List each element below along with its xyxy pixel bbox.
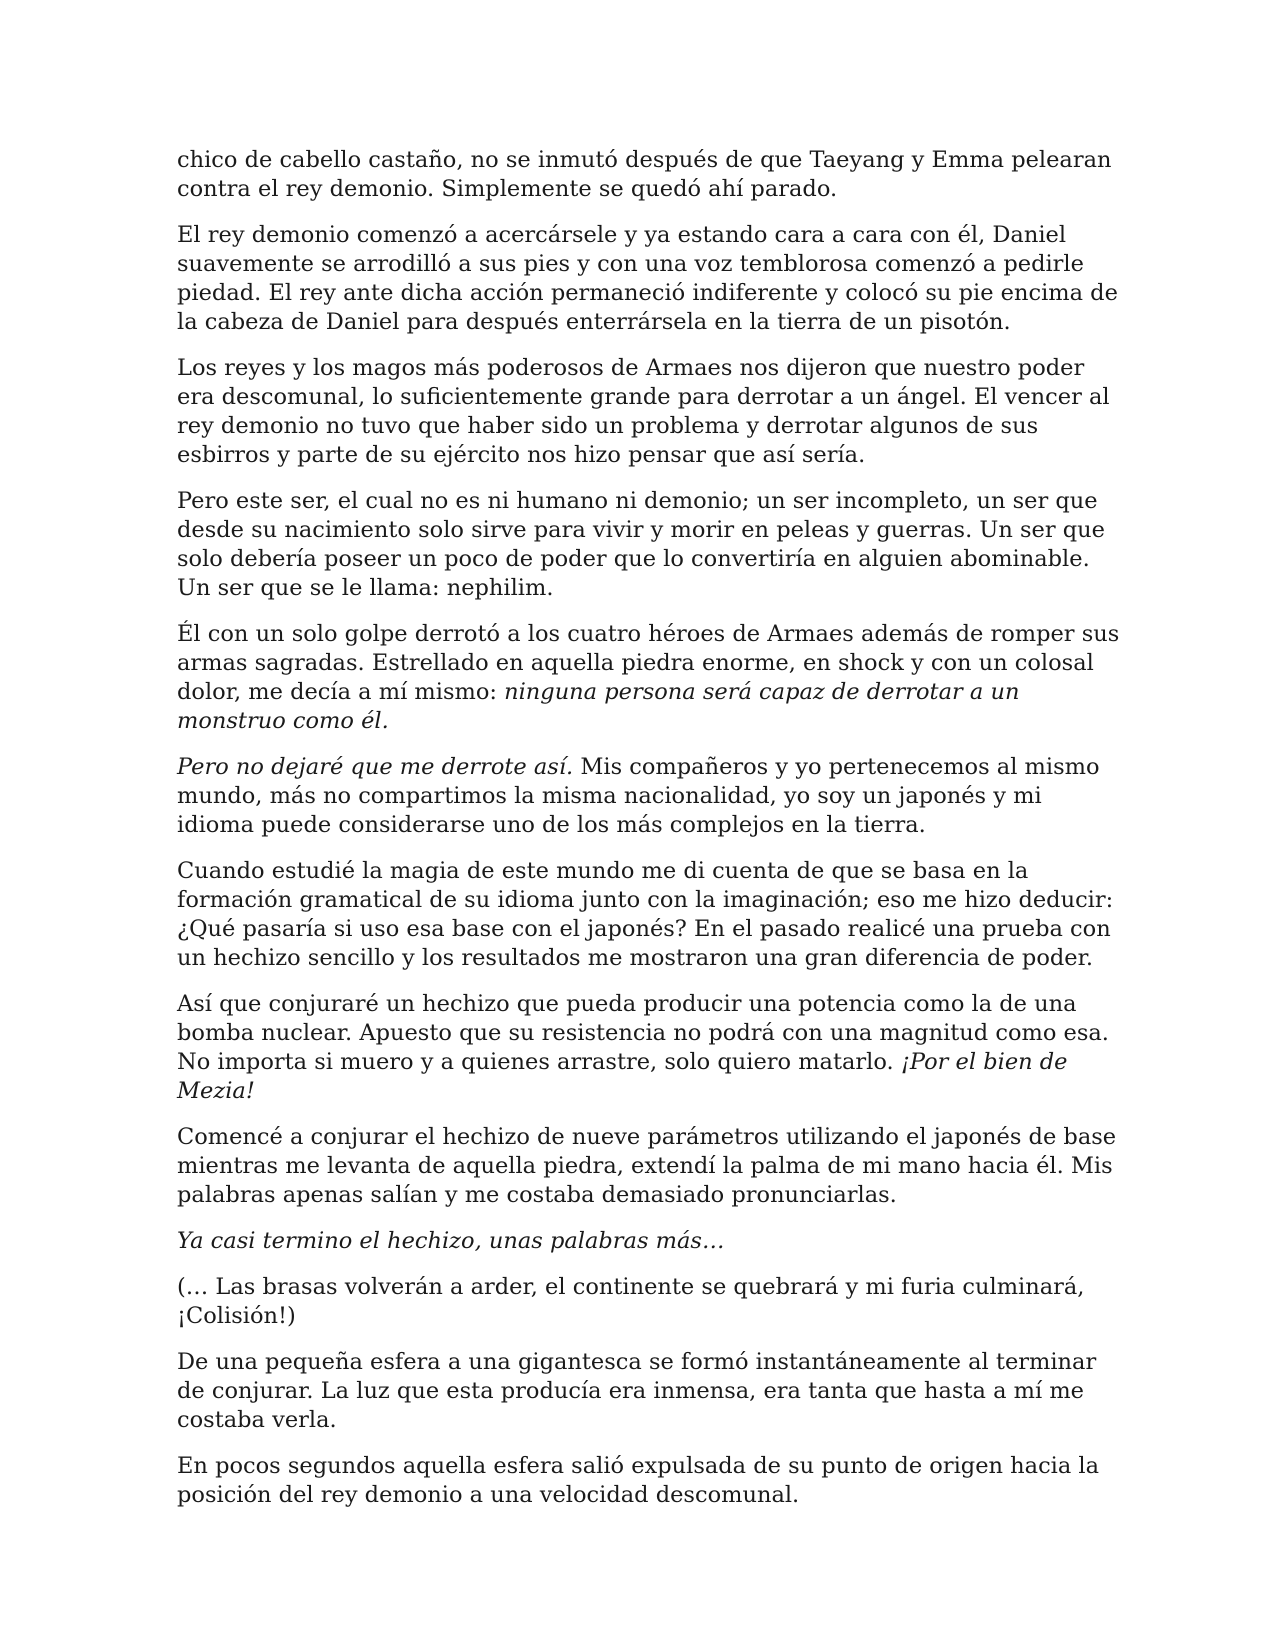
text-line — [177, 221, 1102, 250]
text-line — [177, 782, 1102, 811]
paragraph — [177, 1227, 1102, 1256]
text-line — [177, 1348, 1102, 1377]
text-run: armas sagradas. Estrellado en aquella piedra enorme, en shock y con un colosal — [177, 650, 1094, 676]
italic-text: ¡Por el bien de — [900, 1049, 1068, 1075]
text-line — [177, 1273, 1102, 1302]
text-line — [177, 175, 1102, 204]
paragraph — [177, 487, 1105, 603]
text-line — [177, 308, 1102, 337]
text-line — [177, 1077, 1102, 1106]
text-run: Él con un solo golpe derrotó a los cuatro héroes de Armaes además de romper sus — [177, 621, 1120, 647]
text-line — [177, 811, 1102, 840]
text-run: mundo, más no compartimos la misma nacionalidad, yo soy un japonés y mi — [177, 783, 1042, 809]
text-run: El rey demonio comenzó a acercársele y ya estando cara a cara con él, Daniel — [177, 222, 1067, 248]
text-line — [177, 412, 1102, 441]
paragraph — [177, 1452, 1102, 1510]
text-run: un hechizo sencillo y los resultados me mostraron una gran diferencia de poder. — [177, 945, 1094, 971]
paragraph — [177, 146, 1112, 204]
text-run: Un ser que se le llama: nephilim. — [177, 575, 554, 601]
text-line — [177, 545, 1102, 574]
paragraph — [177, 1348, 1102, 1435]
text-run: Cuando estudié la magia de este mundo me di cuenta de que se basa en la — [177, 858, 1029, 884]
text-run: idioma puede considerarse uno de los más complejos en la tierra. — [177, 812, 926, 838]
italic-text: Ya casi termino el hechizo, unas palabras más… — [177, 1228, 725, 1254]
text-line — [177, 707, 1102, 736]
text-line — [177, 1019, 1109, 1048]
text-run: Así que conjuraré un hechizo que pueda producir una potencia como la de una — [177, 991, 1077, 1017]
text-line — [177, 1181, 1102, 1210]
text-run: la cabeza de Daniel para después enterrársela en la tierra de un pisotón. — [177, 309, 1011, 335]
text-line — [177, 944, 1102, 973]
text-run: ¡Colisión!) — [177, 1303, 296, 1329]
text-line — [177, 354, 1102, 383]
text-line — [177, 990, 1102, 1019]
text-line — [177, 383, 1110, 412]
text-line — [177, 1048, 1102, 1077]
paragraph — [177, 620, 1120, 736]
text-line — [177, 620, 1120, 649]
text-line — [177, 753, 1102, 782]
paragraph — [177, 354, 1110, 470]
text-run: era descomunal, lo suficientemente grande para derrotar a un ángel. El vencer al — [177, 384, 1110, 410]
text-run: suavemente se arrodilló a sus pies y con una voz temblorosa comenzó a pedirle — [177, 251, 1084, 277]
text-line — [177, 574, 1102, 603]
text-run: bomba nuclear. Apuesto que su resistencia no podrá con una magnitud como esa. — [177, 1020, 1109, 1046]
text-line — [177, 1406, 1102, 1435]
text-run: ¿Qué pasaría si uso esa base con el japonés? En el pasado realicé una prueba con — [177, 916, 1111, 942]
text-line — [177, 441, 1102, 470]
text-line — [177, 1123, 1117, 1152]
text-run: Comencé a conjurar el hechizo de nueve parámetros utilizando el japonés de base — [177, 1124, 1117, 1150]
text-run: piedad. El rey ante dicha acción permaneció indiferente y colocó su pie encima de — [177, 280, 1118, 306]
text-line — [177, 678, 1102, 707]
text-line — [177, 1481, 1102, 1510]
text-run: formación gramatical de su idioma junto con la imaginación; eso me hizo deducir: — [177, 887, 1114, 913]
italic-text: Mezia! — [177, 1078, 255, 1104]
italic-text: ninguna persona será capaz de derrotar a un — [504, 679, 1020, 705]
italic-text: monstruo como él. — [177, 708, 389, 734]
text-line — [177, 1227, 1102, 1256]
text-run: Pero este ser, el cual no es ni humano ni demonio; un ser incompleto, un ser que — [177, 488, 1098, 514]
text-run: posición del rey demonio a una velocidad descomunal. — [177, 1482, 800, 1508]
text-run: de conjurar. La luz que esta producía era inmensa, era tanta que hasta a mí me — [177, 1378, 1084, 1404]
text-run: chico de cabello castaño, no se inmutó después de que Taeyang y Emma pelearan — [177, 147, 1112, 173]
text-line — [177, 146, 1112, 175]
paragraph — [177, 221, 1118, 337]
text-run: desde su nacimiento solo sirve para vivir y morir en peleas y guerras. Un ser que — [177, 517, 1105, 543]
text-run: En pocos segundos aquella esfera salió expulsada de su punto de origen hacia la — [177, 1453, 1100, 1479]
document-page — [177, 146, 1120, 1527]
text-line — [177, 886, 1114, 915]
text-run: rey demonio no tuvo que haber sido un problema y derrotar algunos de sus — [177, 413, 1039, 439]
text-run: No importa si muero y a quienes arrastre, solo quiero matarlo. — [177, 1049, 901, 1075]
text-run: Mis compañeros y yo pertenecemos al mismo — [573, 754, 1100, 780]
text-run: mientras me levanta de aquella piedra, extendí la palma de mi mano hacia él. Mis — [177, 1153, 1113, 1179]
text-line — [177, 1452, 1102, 1481]
paragraph — [177, 753, 1102, 840]
paragraph — [177, 1123, 1117, 1210]
text-run: solo debería poseer un poco de poder que lo convertiría en alguien abominable. — [177, 546, 1090, 572]
text-line — [177, 1302, 1102, 1331]
text-line — [177, 516, 1105, 545]
text-line — [177, 857, 1102, 886]
paragraph — [177, 1273, 1102, 1331]
text-run: dolor, me decía a mí mismo: — [177, 679, 505, 705]
text-run: (… Las brasas volverán a arder, el continente se quebrará y mi furia culminará, — [177, 1274, 1085, 1300]
text-line — [177, 1377, 1102, 1406]
text-line — [177, 487, 1102, 516]
text-line — [177, 649, 1102, 678]
text-line — [177, 915, 1111, 944]
text-run: palabras apenas salían y me costaba demasiado pronunciarlas. — [177, 1182, 897, 1208]
text-line — [177, 250, 1102, 279]
paragraph — [177, 990, 1109, 1106]
text-run: De una pequeña esfera a una gigantesca se formó instantáneamente al terminar — [177, 1349, 1097, 1375]
text-line — [177, 1152, 1113, 1181]
italic-text: Pero no dejaré que me derrote así. — [177, 754, 574, 780]
text-run: Los reyes y los magos más poderosos de Armaes nos dijeron que nuestro poder — [177, 355, 1085, 381]
paragraph — [177, 857, 1114, 973]
text-run: esbirros y parte de su ejército nos hizo pensar que así sería. — [177, 442, 866, 468]
text-run: contra el rey demonio. Simplemente se quedó ahí parado. — [177, 176, 838, 202]
text-line — [177, 279, 1118, 308]
text-run: costaba verla. — [177, 1407, 337, 1433]
